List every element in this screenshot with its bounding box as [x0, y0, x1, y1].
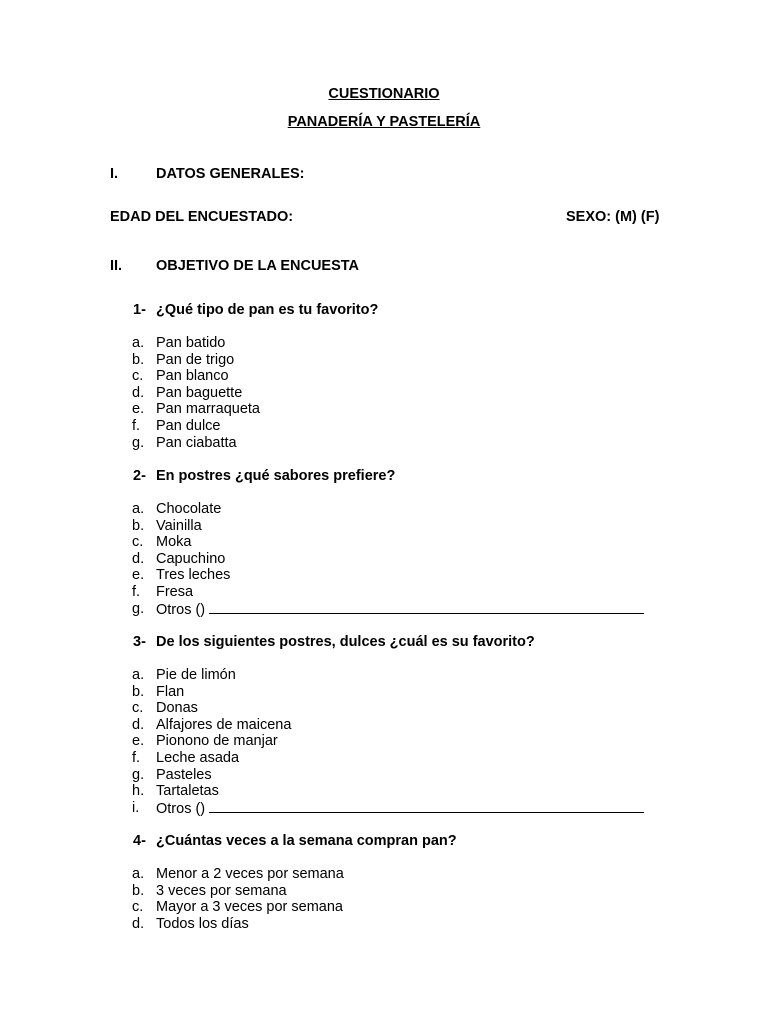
question-text: En postres ¿qué sabores prefiere?	[156, 468, 396, 484]
option-letter: f.	[132, 749, 141, 766]
option-text: Alfajores de maicena	[156, 716, 292, 733]
option-text: Otros ()	[156, 601, 206, 618]
option-text: Tres leches	[156, 567, 231, 584]
section-1-number: I.	[110, 166, 119, 182]
option-letter: c.	[132, 534, 144, 551]
option-text: Chocolate	[156, 501, 222, 517]
option-text: Donas	[156, 700, 198, 717]
option-text: Pan de trigo	[156, 351, 235, 368]
option-letter: c.	[132, 368, 144, 385]
option-text: Pan dulce	[156, 417, 221, 434]
document-title: CUESTIONARIO	[328, 86, 440, 102]
option-letter: b.	[132, 683, 145, 700]
section-2-number: II.	[110, 258, 123, 274]
option-text: Otros ()	[156, 800, 206, 817]
option-text: Pionono de manjar	[156, 733, 278, 750]
answer-blank-line[interactable]	[209, 601, 644, 614]
question-number: 2-	[133, 468, 146, 484]
option-letter: g.	[132, 766, 145, 783]
section-1-title: DATOS GENERALES:	[156, 166, 305, 182]
option-letter: a.	[132, 335, 145, 351]
option-letter: c.	[132, 899, 144, 916]
option-text: Leche asada	[156, 749, 240, 766]
option-letter: d.	[132, 915, 145, 932]
question-number: 3-	[133, 634, 146, 650]
option-text: Capuchino	[156, 550, 226, 567]
option-letter: b.	[132, 351, 145, 368]
question-text: ¿Cuántas veces a la semana compran pan?	[156, 833, 457, 849]
option-letter: a.	[132, 667, 145, 683]
option-text: Todos los días	[156, 915, 249, 932]
section-2-title: OBJETIVO DE LA ENCUESTA	[156, 258, 360, 274]
document-subtitle: PANADERÍA Y PASTELERÍA	[287, 114, 481, 130]
option-text: Mayor a 3 veces por semana	[156, 899, 343, 916]
option-letter: h.	[132, 783, 145, 800]
question-number: 4-	[133, 833, 146, 849]
option-letter: e.	[132, 733, 145, 750]
option-text: Pan baguette	[156, 384, 243, 401]
option-letter: a.	[132, 866, 145, 882]
option-text: Pan marraqueta	[156, 401, 260, 418]
option-letter: d.	[132, 550, 145, 567]
option-text: 3 veces por semana	[156, 882, 287, 899]
sex-label: SEXO: (M) (F)	[566, 209, 660, 225]
option-text: Fresa	[156, 583, 194, 600]
option-letter: i.	[132, 799, 140, 816]
option-text: Pie de limón	[156, 667, 236, 683]
option-text: Pasteles	[156, 766, 212, 783]
question-text: De los siguientes postres, dulces ¿cuál es su favorito?	[156, 634, 535, 650]
question-text: ¿Qué tipo de pan es tu favorito?	[156, 302, 379, 318]
answer-blank-line[interactable]	[209, 800, 644, 813]
option-letter: e.	[132, 567, 145, 584]
option-letter: g.	[132, 434, 145, 451]
option-letter: f.	[132, 417, 141, 434]
option-letter: d.	[132, 384, 145, 401]
option-letter: f.	[132, 583, 141, 600]
option-text: Pan ciabatta	[156, 434, 237, 451]
option-letter: b.	[132, 517, 145, 534]
option-letter: e.	[132, 401, 145, 418]
age-label: EDAD DEL ENCUESTADO:	[110, 209, 294, 225]
option-text: Flan	[156, 683, 185, 700]
option-letter: a.	[132, 501, 145, 517]
option-letter: b.	[132, 882, 145, 899]
option-text: Vainilla	[156, 517, 202, 534]
question-number: 1-	[133, 302, 146, 318]
option-letter: d.	[132, 716, 145, 733]
option-text: Tartaletas	[156, 783, 219, 800]
option-letter: g.	[132, 600, 145, 617]
option-text: Pan batido	[156, 335, 226, 351]
option-text: Pan blanco	[156, 368, 229, 385]
option-letter: c.	[132, 700, 144, 717]
option-text: Moka	[156, 534, 192, 551]
option-text: Menor a 2 veces por semana	[156, 866, 344, 882]
